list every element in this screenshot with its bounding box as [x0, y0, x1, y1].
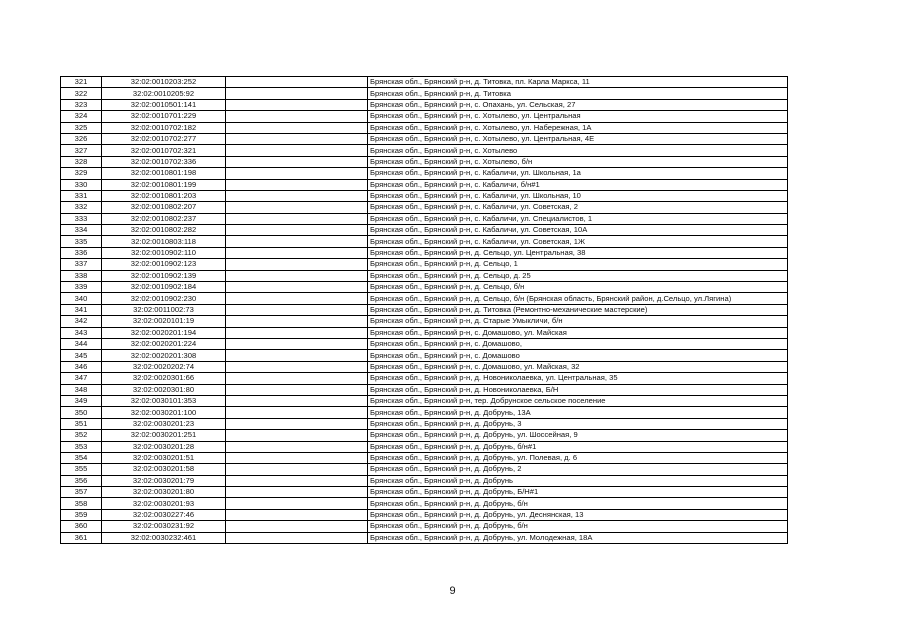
cadastral-number-cell: 32:02:0010701:229	[102, 111, 226, 122]
row-number-cell: 342	[61, 316, 102, 327]
address-cell: Брянская обл., Брянский р-н, с. Домашово	[368, 350, 788, 361]
empty-cell	[226, 282, 368, 293]
address-cell: Брянская обл., Брянский р-н, с. Хотылево, ул. Центральная, 4Е	[368, 133, 788, 144]
address-cell: Брянская обл., Брянский р-н, с. Домашово,	[368, 338, 788, 349]
row-number-cell: 353	[61, 441, 102, 452]
empty-cell	[226, 475, 368, 486]
address-cell: Брянская обл., Брянский р-н, д. Добрунь, Б/Н#1	[368, 487, 788, 498]
row-number-cell: 333	[61, 213, 102, 224]
empty-cell	[226, 452, 368, 463]
address-cell: Брянская обл., Брянский р-н, д. Добрунь, 2	[368, 464, 788, 475]
address-cell: Брянская обл., Брянский р-н, д. Титовка, пл. Карла Маркса, 11	[368, 77, 788, 88]
address-cell: Брянская обл., Брянский р-н, д. Сельцо, б/н	[368, 282, 788, 293]
empty-cell	[226, 77, 368, 88]
address-cell: Брянская обл., Брянский р-н, тер. Добрунское сельское поселение	[368, 395, 788, 406]
table-row	[61, 373, 788, 384]
row-number-cell: 351	[61, 418, 102, 429]
address-cell: Брянская обл., Брянский р-н, с. Хотылево	[368, 145, 788, 156]
empty-cell	[226, 247, 368, 258]
row-number-cell: 321	[61, 77, 102, 88]
cadastral-number-cell: 32:02:0020201:224	[102, 338, 226, 349]
table-row	[61, 247, 788, 258]
table-row	[61, 304, 788, 315]
cadastral-number-cell: 32:02:0010702:277	[102, 133, 226, 144]
address-cell: Брянская обл., Брянский р-н, д. Добрунь, ул. Шоссейная, 9	[368, 430, 788, 441]
row-number-cell: 334	[61, 225, 102, 236]
address-cell: Брянская обл., Брянский р-н, д. Добрунь, б/н#1	[368, 441, 788, 452]
row-number-cell: 357	[61, 487, 102, 498]
cadastral-number-cell: 32:02:0030227:46	[102, 509, 226, 520]
empty-cell	[226, 293, 368, 304]
empty-cell	[226, 259, 368, 270]
row-number-cell: 346	[61, 361, 102, 372]
address-cell: Брянская обл., Брянский р-н, д. Добрунь, б/н	[368, 498, 788, 509]
empty-cell	[226, 202, 368, 213]
empty-cell	[226, 145, 368, 156]
table-row	[61, 145, 788, 156]
table-row	[61, 168, 788, 179]
empty-cell	[226, 316, 368, 327]
empty-cell	[226, 441, 368, 452]
cadastral-number-cell: 32:02:0030201:100	[102, 407, 226, 418]
row-number-cell: 354	[61, 452, 102, 463]
address-cell: Брянская обл., Брянский р-н, д. Сельцо, ул. Центральная, 38	[368, 247, 788, 258]
cadastral-number-cell: 32:02:0020201:194	[102, 327, 226, 338]
table-row	[61, 156, 788, 167]
row-number-cell: 327	[61, 145, 102, 156]
cadastral-number-cell: 32:02:0010802:207	[102, 202, 226, 213]
empty-cell	[226, 179, 368, 190]
table-row	[61, 225, 788, 236]
cadastral-number-cell: 32:02:0030201:58	[102, 464, 226, 475]
row-number-cell: 345	[61, 350, 102, 361]
row-number-cell: 359	[61, 509, 102, 520]
table-row	[61, 259, 788, 270]
address-cell: Брянская обл., Брянский р-н, с. Кабаличи, ул. Советская, 1Ж	[368, 236, 788, 247]
row-number-cell: 322	[61, 88, 102, 99]
row-number-cell: 330	[61, 179, 102, 190]
cadastral-number-cell: 32:02:0010501:141	[102, 99, 226, 110]
cadastral-number-cell: 32:02:0010902:123	[102, 259, 226, 270]
table-row	[61, 213, 788, 224]
empty-cell	[226, 487, 368, 498]
empty-cell	[226, 99, 368, 110]
table-row	[61, 202, 788, 213]
empty-cell	[226, 225, 368, 236]
cadastral-number-cell: 32:02:0010702:336	[102, 156, 226, 167]
empty-cell	[226, 407, 368, 418]
address-cell: Брянская обл., Брянский р-н, д. Сельцо, 1	[368, 259, 788, 270]
cadastral-number-cell: 32:02:0010902:110	[102, 247, 226, 258]
table-row	[61, 395, 788, 406]
empty-cell	[226, 430, 368, 441]
cadastral-number-cell: 32:02:0020101:19	[102, 316, 226, 327]
cadastral-number-cell: 32:02:0010801:198	[102, 168, 226, 179]
cadastral-number-cell: 32:02:0011002:73	[102, 304, 226, 315]
table-row	[61, 293, 788, 304]
address-cell: Брянская обл., Брянский р-н, д. Старые Умыкличи, б/н	[368, 316, 788, 327]
row-number-cell: 344	[61, 338, 102, 349]
empty-cell	[226, 236, 368, 247]
cadastral-number-cell: 32:02:0010801:203	[102, 190, 226, 201]
cadastral-number-cell: 32:02:0030201:28	[102, 441, 226, 452]
empty-cell	[226, 509, 368, 520]
cadastral-number-cell: 32:02:0030101:353	[102, 395, 226, 406]
cadastral-number-cell: 32:02:0010702:321	[102, 145, 226, 156]
address-cell: Брянская обл., Брянский р-н, с. Кабаличи, ул. Советская, 2	[368, 202, 788, 213]
table-row	[61, 133, 788, 144]
row-number-cell: 352	[61, 430, 102, 441]
table-row	[61, 350, 788, 361]
address-cell: Брянская обл., Брянский р-н, с. Кабаличи, ул. Школьная, 1а	[368, 168, 788, 179]
row-number-cell: 331	[61, 190, 102, 201]
row-number-cell: 324	[61, 111, 102, 122]
empty-cell	[226, 168, 368, 179]
address-cell: Брянская обл., Брянский р-н, с. Кабаличи, ул. Советская, 10А	[368, 225, 788, 236]
address-cell: Брянская обл., Брянский р-н, д. Добрунь, ул. Молодежная, 18А	[368, 532, 788, 543]
table-row	[61, 338, 788, 349]
address-cell: Брянская обл., Брянский р-н, д. Титовка (Ремонтно-механические мастерские)	[368, 304, 788, 315]
table-row	[61, 88, 788, 99]
empty-cell	[226, 122, 368, 133]
cadastral-number-cell: 32:02:0020201:308	[102, 350, 226, 361]
address-cell: Брянская обл., Брянский р-н, с. Хотылево, б/н	[368, 156, 788, 167]
empty-cell	[226, 532, 368, 543]
row-number-cell: 328	[61, 156, 102, 167]
cadastral-number-cell: 32:02:0010902:139	[102, 270, 226, 281]
cadastral-number-cell: 32:02:0010802:282	[102, 225, 226, 236]
cadastral-number-cell: 32:02:0030231:92	[102, 521, 226, 532]
empty-cell	[226, 327, 368, 338]
row-number-cell: 349	[61, 395, 102, 406]
table-row	[61, 430, 788, 441]
address-cell: Брянская обл., Брянский р-н, с. Хотылево, ул. Набережная, 1А	[368, 122, 788, 133]
cadastral-number-cell: 32:02:0010902:230	[102, 293, 226, 304]
empty-cell	[226, 350, 368, 361]
address-cell: Брянская обл., Брянский р-н, д. Сельцо, д. 25	[368, 270, 788, 281]
cadastral-number-cell: 32:02:0010203:252	[102, 77, 226, 88]
cadastral-number-cell: 32:02:0030201:23	[102, 418, 226, 429]
address-cell: Брянская обл., Брянский р-н, д. Добрунь, б/н	[368, 521, 788, 532]
row-number-cell: 337	[61, 259, 102, 270]
table-row	[61, 487, 788, 498]
table-row	[61, 99, 788, 110]
address-cell: Брянская обл., Брянский р-н, с. Опахань, ул. Сельская, 27	[368, 99, 788, 110]
table-row	[61, 521, 788, 532]
row-number-cell: 347	[61, 373, 102, 384]
cadastral-number-cell: 32:02:0030201:79	[102, 475, 226, 486]
address-cell: Брянская обл., Брянский р-н, д. Сельцо, б/н (Брянская область, Брянский район, д.Сельцо, ул.Лягина)	[368, 293, 788, 304]
cadastral-number-cell: 32:02:0010205:92	[102, 88, 226, 99]
row-number-cell: 326	[61, 133, 102, 144]
table-row	[61, 77, 788, 88]
row-number-cell: 355	[61, 464, 102, 475]
row-number-cell: 338	[61, 270, 102, 281]
empty-cell	[226, 373, 368, 384]
address-cell: Брянская обл., Брянский р-н, д. Добрунь, 13А	[368, 407, 788, 418]
address-cell: Брянская обл., Брянский р-н, с. Хотылево, ул. Центральная	[368, 111, 788, 122]
row-number-cell: 341	[61, 304, 102, 315]
cadastral-number-cell: 32:02:0010902:184	[102, 282, 226, 293]
cadastral-number-cell: 32:02:0010803:118	[102, 236, 226, 247]
empty-cell	[226, 384, 368, 395]
row-number-cell: 358	[61, 498, 102, 509]
table-row	[61, 111, 788, 122]
empty-cell	[226, 88, 368, 99]
row-number-cell: 343	[61, 327, 102, 338]
row-number-cell: 332	[61, 202, 102, 213]
empty-cell	[226, 395, 368, 406]
row-number-cell: 336	[61, 247, 102, 258]
table-row	[61, 384, 788, 395]
empty-cell	[226, 521, 368, 532]
address-cell: Брянская обл., Брянский р-н, с. Домашово, ул. Майская	[368, 327, 788, 338]
row-number-cell: 340	[61, 293, 102, 304]
address-cell: Брянская обл., Брянский р-н, д. Добрунь, ул. Деснянская, 13	[368, 509, 788, 520]
table-row	[61, 270, 788, 281]
empty-cell	[226, 213, 368, 224]
table-row	[61, 327, 788, 338]
table-row	[61, 418, 788, 429]
registry-table-body	[61, 77, 788, 544]
empty-cell	[226, 464, 368, 475]
empty-cell	[226, 133, 368, 144]
empty-cell	[226, 190, 368, 201]
page-number: 9	[449, 585, 456, 597]
cadastral-number-cell: 32:02:0030201:51	[102, 452, 226, 463]
address-cell: Брянская обл., Брянский р-н, д. Новониколаевка, ул. Центральная, 35	[368, 373, 788, 384]
row-number-cell: 325	[61, 122, 102, 133]
registry-table	[60, 76, 788, 544]
cadastral-number-cell: 32:02:0030232:461	[102, 532, 226, 543]
table-row	[61, 452, 788, 463]
address-cell: Брянская обл., Брянский р-н, с. Кабаличи, ул. Специалистов, 1	[368, 213, 788, 224]
address-cell: Брянская обл., Брянский р-н, с. Кабаличи, ул. Школьная, 10	[368, 190, 788, 201]
row-number-cell: 323	[61, 99, 102, 110]
row-number-cell: 348	[61, 384, 102, 395]
table-row	[61, 122, 788, 133]
table-row	[61, 190, 788, 201]
cadastral-number-cell: 32:02:0010801:199	[102, 179, 226, 190]
empty-cell	[226, 111, 368, 122]
empty-cell	[226, 270, 368, 281]
table-row	[61, 236, 788, 247]
cadastral-number-cell: 32:02:0030201:93	[102, 498, 226, 509]
empty-cell	[226, 498, 368, 509]
empty-cell	[226, 338, 368, 349]
row-number-cell: 339	[61, 282, 102, 293]
table-row	[61, 407, 788, 418]
row-number-cell: 350	[61, 407, 102, 418]
address-cell: Брянская обл., Брянский р-н, д. Добрунь	[368, 475, 788, 486]
empty-cell	[226, 418, 368, 429]
empty-cell	[226, 304, 368, 315]
cadastral-number-cell: 32:02:0010702:182	[102, 122, 226, 133]
row-number-cell: 361	[61, 532, 102, 543]
row-number-cell: 335	[61, 236, 102, 247]
row-number-cell: 356	[61, 475, 102, 486]
cadastral-number-cell: 32:02:0030201:80	[102, 487, 226, 498]
table-row	[61, 179, 788, 190]
empty-cell	[226, 361, 368, 372]
address-cell: Брянская обл., Брянский р-н, д. Новониколаевка, Б/Н	[368, 384, 788, 395]
cadastral-number-cell: 32:02:0020301:80	[102, 384, 226, 395]
cadastral-number-cell: 32:02:0030201:251	[102, 430, 226, 441]
row-number-cell: 360	[61, 521, 102, 532]
cadastral-number-cell: 32:02:0020202:74	[102, 361, 226, 372]
row-number-cell: 329	[61, 168, 102, 179]
table-row	[61, 498, 788, 509]
address-cell: Брянская обл., Брянский р-н, д. Добрунь, ул. Полевая, д. 6	[368, 452, 788, 463]
table-row	[61, 532, 788, 543]
cadastral-number-cell: 32:02:0020301:66	[102, 373, 226, 384]
table-row	[61, 361, 788, 372]
address-cell: Брянская обл., Брянский р-н, с. Кабаличи, б/н#1	[368, 179, 788, 190]
table-row	[61, 475, 788, 486]
cadastral-number-cell: 32:02:0010802:237	[102, 213, 226, 224]
table-row	[61, 441, 788, 452]
empty-cell	[226, 156, 368, 167]
table-row	[61, 464, 788, 475]
table-row	[61, 282, 788, 293]
table-row	[61, 316, 788, 327]
address-cell: Брянская обл., Брянский р-н, с. Домашово, ул. Майская, 32	[368, 361, 788, 372]
address-cell: Брянская обл., Брянский р-н, д. Добрунь, 3	[368, 418, 788, 429]
table-row	[61, 509, 788, 520]
address-cell: Брянская обл., Брянский р-н, д. Титовка	[368, 88, 788, 99]
